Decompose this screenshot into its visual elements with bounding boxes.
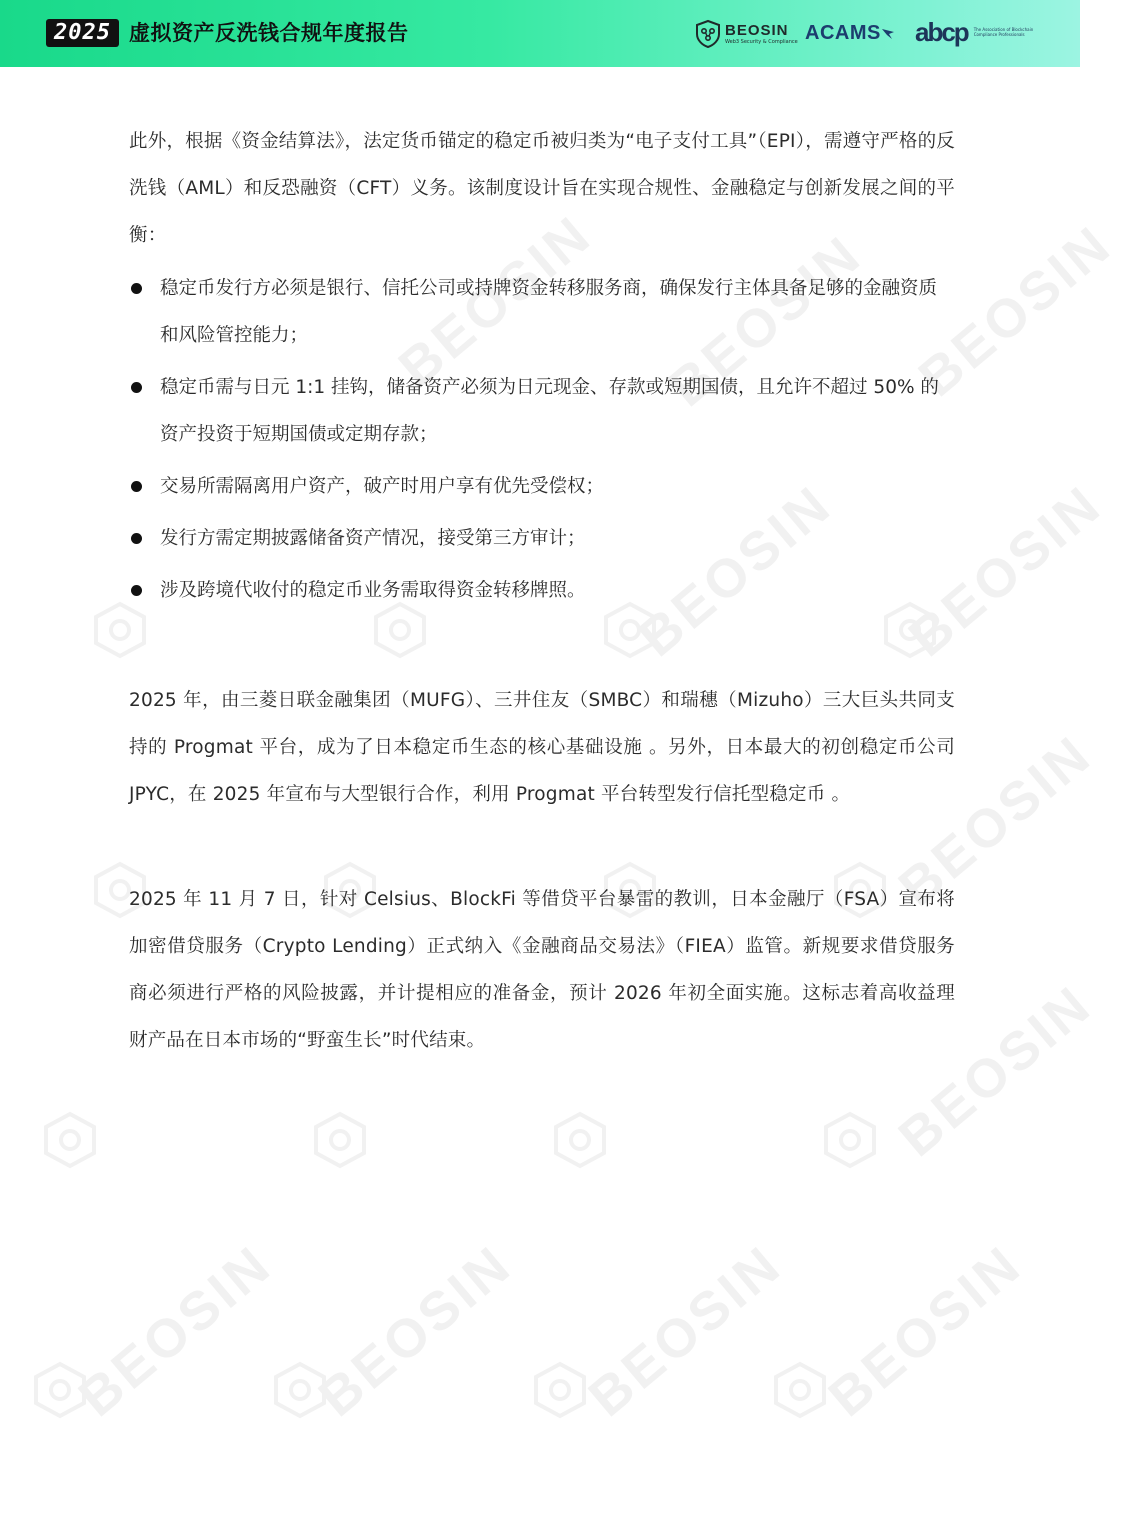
acams-logo-name: ACAMS — [805, 22, 881, 44]
report-body — [129, 118, 955, 1064]
abcp-logo — [915, 18, 1058, 46]
beosin-logo-name: BEOSIN — [725, 22, 789, 39]
watermark-text: BEOSIN — [817, 1233, 1034, 1429]
year-badge: 2025 — [46, 19, 119, 47]
paragraph-epi-classification: 此外，根据《资金结算法》，法定货币锚定的稳定币被归类为“电子支付工具”（EPI），需遵守严格的反洗钱（AML）和反恐融资（CFT）义务。该制度设计旨在实现合规性、金融稳定与创新发展之间的平衡： — [129, 131, 955, 246]
paragraph-spacer — [129, 818, 955, 876]
report-header — [0, 0, 1080, 67]
watermark-text: BEOSIN — [887, 973, 1104, 1169]
list-item-text: 发行方需定期披露储备资产情况，接受第三方审计； — [160, 528, 586, 549]
acams-mark-icon — [881, 26, 895, 40]
list-item — [129, 364, 955, 458]
bullet-icon — [131, 481, 142, 492]
bullet-icon — [131, 585, 142, 596]
bullet-icon — [131, 382, 142, 393]
beosin-logo-tagline: Web3 Security & Compliance — [725, 39, 798, 45]
list-item — [129, 567, 955, 614]
paragraph-crypto-lending: 2025 年 11 月 7 日，针对 Celsius、BlockFi 等借贷平台暴雷的教训，日本金融厅（FSA）宣布将加密借贷服务（Crypto Lending）正式纳入《金融商品交易法》（FIEA）监管。新规要求借贷服务商必须进行严格的风险披露，并计提相应的准备金，预计 2026 年初全面实施。这标志着高收益理财产品在日本市场的“野蛮生长”时代结束。 — [129, 889, 955, 1051]
watermark-text: BEOSIN — [67, 1233, 284, 1429]
list-item-text: 稳定币发行方必须是银行、信托公司或持牌资金转移服务商，确保发行主体具备足够的金融资质和风险管控能力； — [160, 278, 938, 346]
requirements-list — [129, 265, 955, 614]
watermark-seal-icon — [310, 1110, 370, 1170]
bullet-icon — [131, 283, 142, 294]
watermark-text: BEOSIN — [387, 203, 604, 399]
watermark-seal-icon — [550, 1110, 610, 1170]
watermark-seal-icon — [30, 1360, 90, 1420]
watermark-text: BEOSIN — [657, 223, 874, 419]
watermark-text: BEOSIN — [307, 1233, 524, 1429]
watermark-seal-icon — [820, 1110, 880, 1170]
list-item-text: 交易所需隔离用户资产，破产时用户享有优先受偿权； — [160, 476, 605, 497]
beosin-shield-icon — [695, 20, 721, 48]
watermark-text: BEOSIN — [577, 1233, 794, 1429]
watermark-seal-icon — [270, 1360, 330, 1420]
watermark-text: BEOSIN — [887, 723, 1104, 919]
watermark-seal-icon — [770, 1360, 830, 1420]
abcp-logo-name: abcp — [915, 17, 968, 47]
beosin-logo — [695, 18, 798, 50]
acams-logo — [805, 20, 895, 46]
paragraph-progmat: 2025 年，由三菱日联金融集团（MUFG）、三井住友（SMBC）和瑞穗（Mizuho）三大巨头共同支持的 Progmat 平台，成为了日本稳定币生态的核心基础设施 。另外，日本最大的初创稳定币公司 JPYC，在 2025 年宣布与大型银行合作，利用 Progmat 平台转型发行信托型稳定币 。 — [129, 690, 955, 805]
paragraph-spacer — [129, 619, 955, 677]
list-item-text: 涉及跨境代收付的稳定币业务需取得资金转移牌照。 — [160, 580, 586, 601]
watermark-text: BEOSIN — [897, 473, 1114, 669]
watermark-text: BEOSIN — [907, 213, 1124, 409]
list-item — [129, 515, 955, 562]
watermark-seal-icon — [40, 1110, 100, 1170]
abcp-logo-tagline: The Association of Blockchain Compliance Professionals — [973, 27, 1034, 37]
report-title: 虚拟资产反洗钱合规年度报告 — [129, 21, 409, 45]
list-item — [129, 463, 955, 510]
watermark-text: BEOSIN — [627, 473, 844, 669]
bullet-icon — [131, 533, 142, 544]
list-item — [129, 265, 955, 359]
watermark-seal-icon — [530, 1360, 590, 1420]
list-item-text: 稳定币需与日元 1:1 挂钩，储备资产必须为日元现金、存款或短期国债，且允许不超过 50% 的资产投资于短期国债或定期存款； — [160, 377, 939, 445]
